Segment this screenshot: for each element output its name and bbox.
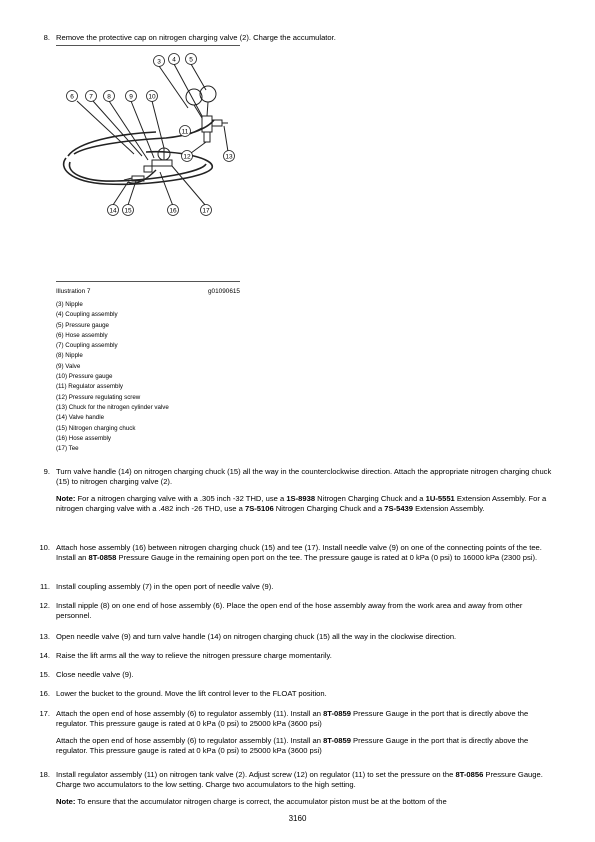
step-text: Install coupling assembly (7) in the open port of needle valve (9). xyxy=(56,582,274,591)
step-number: 14. xyxy=(39,651,50,660)
page-number: 3160 xyxy=(288,814,307,823)
step-18 xyxy=(36,770,556,807)
part-number: 8T-0859 xyxy=(323,735,351,745)
note-label: Note: xyxy=(56,796,76,806)
note-text: Extension Assembly. xyxy=(413,504,485,514)
legend-item: (10) Pressure gauge xyxy=(56,373,113,381)
legend-item: (11) Regulator assembly xyxy=(56,383,123,391)
step-9 xyxy=(36,467,556,515)
callout-12: 12 xyxy=(183,153,191,161)
note-text: Nitrogen Charging Chuck and a xyxy=(315,493,426,503)
step-number: 11. xyxy=(40,582,50,591)
step-15 xyxy=(36,670,556,680)
callout-15: 15 xyxy=(124,207,132,215)
step-number: 13. xyxy=(39,632,50,641)
callout-7: 7 xyxy=(89,93,93,101)
step-text xyxy=(56,709,556,730)
text-run: Pressure Gauge in the port that is directly above the regulator. This pressure gauge is rated at 0 kPa (0 psi) to 25000 kPa (3600 psi) xyxy=(56,709,529,729)
step-18-note xyxy=(56,797,556,807)
text-run: Attach the open end of hose assembly (6) to regulator assembly (11). Install an xyxy=(56,709,324,718)
legend-item: (13) Chuck for the nitrogen cylinder valve xyxy=(56,403,169,411)
step-text: Turn valve handle (14) on nitrogen charging chuck (15) all the way in the counterclockwise direction. Attach the appropriate nitrogen charging chuck (15) to nitrogen charging valve (2). xyxy=(56,467,552,487)
step-14 xyxy=(36,651,556,661)
step-number: 18. xyxy=(39,770,50,779)
callout-14: 14 xyxy=(109,207,117,215)
step-text xyxy=(56,543,556,564)
legend-item: (4) Coupling assembly xyxy=(56,311,118,319)
part-number: 8T-0856 xyxy=(455,770,484,779)
text-run: Attach hose assembly (16) between nitrogen charging chuck (15) and tee (17). Install needle valve (9) on one of the connecting points of the tee. Install an xyxy=(56,543,542,563)
accumulator-charging-illustration xyxy=(56,50,242,222)
figure-bottom-rule xyxy=(56,281,240,282)
step-text: Remove the protective cap on nitrogen charging valve (2). Charge the accumulator. xyxy=(56,33,336,42)
callout-5: 5 xyxy=(189,56,193,64)
text-run: Attach the open end of hose assembly (6) to regulator assembly (11). Install an xyxy=(56,735,324,745)
step-text-repeat xyxy=(56,736,556,757)
graphic-id: g01090615 xyxy=(208,288,240,295)
text-run: Pressure Gauge in the port that is directly above the regulator. This pressure gauge is rated at 0 kPa (0 psi) to 25000 kPa (3600 psi) xyxy=(56,735,529,756)
legend-item: (7) Coupling assembly xyxy=(56,342,118,350)
step-16 xyxy=(36,689,556,699)
legend-item: (14) Valve handle xyxy=(56,414,105,422)
legend-item: (8) Nipple xyxy=(56,352,83,360)
step-number: 12. xyxy=(39,601,50,610)
note-text: For a nitrogen charging valve with a .305 inch -32 THD, use a xyxy=(75,493,287,503)
callout-16: 16 xyxy=(169,207,177,215)
note-text: Nitrogen Charging Chuck and a xyxy=(273,504,385,514)
part-number: 1S-8938 xyxy=(286,493,316,503)
step-text: Open needle valve (9) and turn valve handle (14) on nitrogen charging chuck (15) all the way in the clockwise direction. xyxy=(56,632,457,641)
step-number: 16. xyxy=(39,689,50,698)
step-number: 8. xyxy=(43,33,50,42)
part-number: 8T-0859 xyxy=(323,709,351,718)
step-number: 15. xyxy=(39,670,50,679)
text-run: Pressure Gauge in the remaining open port on the tee. The pressure gauge is rated at 0 kPa (0 psi) to 16000 kPa (2300 psi). xyxy=(116,553,538,563)
legend-item: (15) Nitrogen charging chuck xyxy=(56,424,136,432)
step-17 xyxy=(36,709,556,757)
legend-item: (3) Nipple xyxy=(56,301,83,308)
figure-top-rule xyxy=(56,45,240,46)
step-text: Lower the bucket to the ground. Move the lift control lever to the FLOAT position. xyxy=(56,689,327,698)
note-text: To ensure that the accumulator nitrogen charge is correct, the accumulator piston must be at the bottom of the xyxy=(75,796,447,806)
step-11 xyxy=(36,582,556,592)
step-13 xyxy=(36,632,556,642)
step-12 xyxy=(36,601,556,622)
callout-17: 17 xyxy=(202,207,210,215)
part-number: 8T-0858 xyxy=(88,553,117,563)
step-number: 10. xyxy=(39,543,50,552)
legend-item: (16) Hose assembly xyxy=(56,434,112,442)
callout-3: 3 xyxy=(157,58,161,66)
part-number: 7S-5439 xyxy=(384,504,414,514)
figure-caption xyxy=(56,288,240,296)
text-run: Pressure Gauge. Charge two accumulators to the low setting. Charge two accumulators to the high setting. xyxy=(56,770,543,790)
legend-item: (6) Hose assembly xyxy=(56,331,108,339)
legend-item: (9) Valve xyxy=(56,362,81,370)
callout-9: 9 xyxy=(129,93,133,101)
figure-legend xyxy=(56,300,169,454)
legend-item: (12) Pressure regulating screw xyxy=(56,393,141,401)
callout-13: 13 xyxy=(225,153,233,161)
note-text: Extension Assembly. For a nitrogen charging valve with a .482 inch -26 THD, use a xyxy=(56,493,547,514)
legend-item: (5) Pressure gauge xyxy=(56,321,109,329)
step-text: Install nipple (8) on one end of hose assembly (6). Place the open end of the hose assembly away from the work area and away from other personnel. xyxy=(56,601,523,621)
step-number: 9. xyxy=(43,467,50,476)
callout-10: 10 xyxy=(148,93,156,101)
text-run: Install regulator assembly (11) on nitrogen tank valve (2). Adjust screw (12) on regulator (11) to set the pressure on the xyxy=(56,770,456,779)
step-text xyxy=(56,770,556,791)
step-8 xyxy=(36,33,556,43)
note-label: Note: xyxy=(56,493,76,503)
step-text: Close needle valve (9). xyxy=(56,670,134,679)
step-text: Raise the lift arms all the way to relieve the nitrogen pressure charge momentarily. xyxy=(56,651,332,660)
callout-11: 11 xyxy=(181,128,189,136)
part-number: 1U-5551 xyxy=(425,493,455,503)
part-number: 7S-5106 xyxy=(244,504,274,514)
step-9-note xyxy=(56,494,556,515)
callout-6: 6 xyxy=(70,93,74,101)
callout-8: 8 xyxy=(107,93,111,101)
illustration-label: Illustration 7 xyxy=(56,288,91,295)
step-10 xyxy=(36,543,556,564)
legend-item: (17) Tee xyxy=(56,445,79,453)
step-number: 17. xyxy=(39,709,50,718)
callout-4: 4 xyxy=(172,56,176,64)
